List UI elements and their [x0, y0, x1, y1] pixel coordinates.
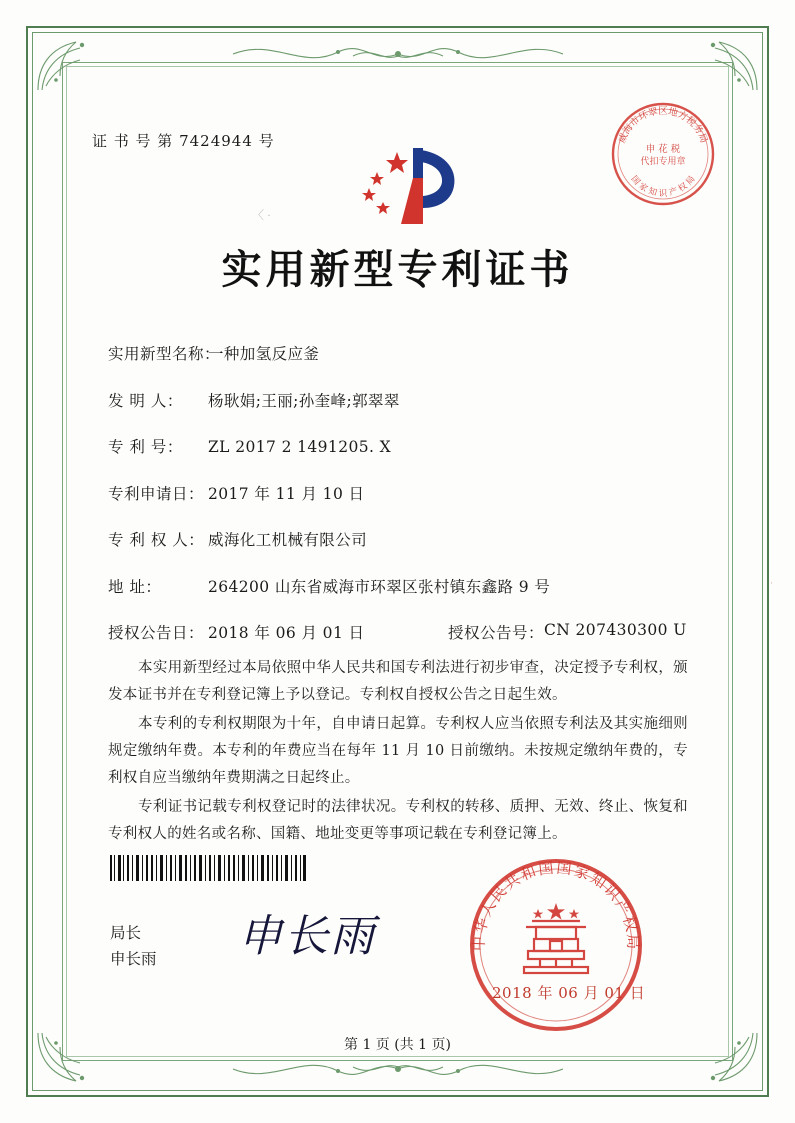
field-row-application-date — [108, 482, 688, 504]
field-label: 专利申请日： — [108, 484, 205, 503]
field-value: 一种加氢反应釜 — [208, 345, 320, 363]
legal-text — [108, 655, 688, 850]
field-value: 威海化工机械有限公司 — [208, 531, 368, 549]
field-row-name — [108, 342, 688, 364]
svg-text:代扣专用章: 代扣专用章 — [640, 157, 686, 167]
paragraph: 本专利的专利权期限为十年，自申请日起算。专利权人应当依照专利法及其实施细则规定缴纳年费。本专利的年费应当在每年 11 月 10 日前缴纳。未按规定缴纳年费的，专利权自应当缴纳年费期满之日起终止。 — [108, 716, 688, 786]
field-value: 杨耿娟;王丽;孙奎峰;郭翠翠 — [208, 391, 400, 410]
field-value: 264200 山东省威海市环翠区张村镇东鑫路 9 号 — [208, 577, 551, 596]
page-number: 第 1 页 (共 1 页) — [344, 1037, 451, 1053]
page-title: 实用新型专利证书 — [221, 246, 574, 293]
cnipa-logo-icon — [335, 138, 465, 230]
field-value: CN 207430300 U — [544, 621, 687, 639]
official-seal — [466, 855, 646, 1035]
svg-text:国 家 知 识 产 权 局: 国 家 知 识 产 权 局 — [628, 174, 698, 199]
field-list — [108, 342, 688, 668]
corner-ornament-icon — [36, 36, 126, 92]
signature-labels — [110, 920, 157, 972]
faint-pencil-mark: 〈 · — [252, 208, 271, 222]
seal-date: 2018 年 06 月 01 日 — [492, 984, 646, 1002]
director-role-label: 局长 — [110, 924, 142, 942]
field-row-announcement — [108, 621, 688, 643]
corner-ornament-icon — [669, 36, 759, 92]
svg-text:威海市环翠区地方税务局: 威海市环翠区地方税务局 — [616, 106, 710, 145]
edge-mark: · — [770, 578, 773, 588]
svg-text:中华人民共和国国家知识产权局: 中华人民共和国国家知识产权局 — [469, 858, 643, 952]
field-label: 授权公告号： — [448, 624, 545, 642]
field-row-patent-number — [108, 435, 688, 457]
bottom-flourish-icon — [233, 1049, 563, 1089]
field-label: 实用新型名称： — [108, 345, 221, 363]
field-row-inventor — [108, 389, 688, 411]
paragraph: 本实用新型经过本局依照中华人民共和国专利法进行初步审查，决定授予专利权，颁发本证书并在专利登记簿上予以登记。专利权自授权公告之日起生效。 — [108, 660, 688, 703]
certificate-number: 证 书 号 第 7424944 号 — [92, 132, 275, 150]
paragraph: 专利证书记载专利权登记时的法律状况。专利权的转移、质押、无效、终止、恢复和专利权人的姓名或名称、国籍、地址变更等事项记载在专利登记簿上。 — [108, 799, 688, 842]
handwritten-signature: 申长雨 — [238, 911, 376, 962]
field-label: 发 明 人： — [108, 391, 183, 410]
barcode — [110, 855, 306, 881]
field-row-patentee — [108, 528, 688, 550]
tax-office-seal — [609, 100, 717, 208]
field-row-address — [108, 575, 688, 597]
field-value: 2018 年 06 月 01 日 — [208, 624, 365, 642]
field-value: ZL 2017 2 1491205. X — [208, 438, 392, 456]
field-label: 专 利 权 人： — [108, 531, 205, 549]
field-value: 2017 年 11 月 10 日 — [208, 484, 365, 503]
field-label: 专 利 号： — [108, 438, 183, 456]
director-name-label: 申长雨 — [110, 950, 157, 968]
field-label: 授权公告日： — [108, 624, 205, 642]
field-label: 地 址： — [108, 577, 162, 596]
top-flourish-icon — [233, 34, 563, 74]
svg-text:申 花 税: 申 花 税 — [645, 144, 681, 155]
